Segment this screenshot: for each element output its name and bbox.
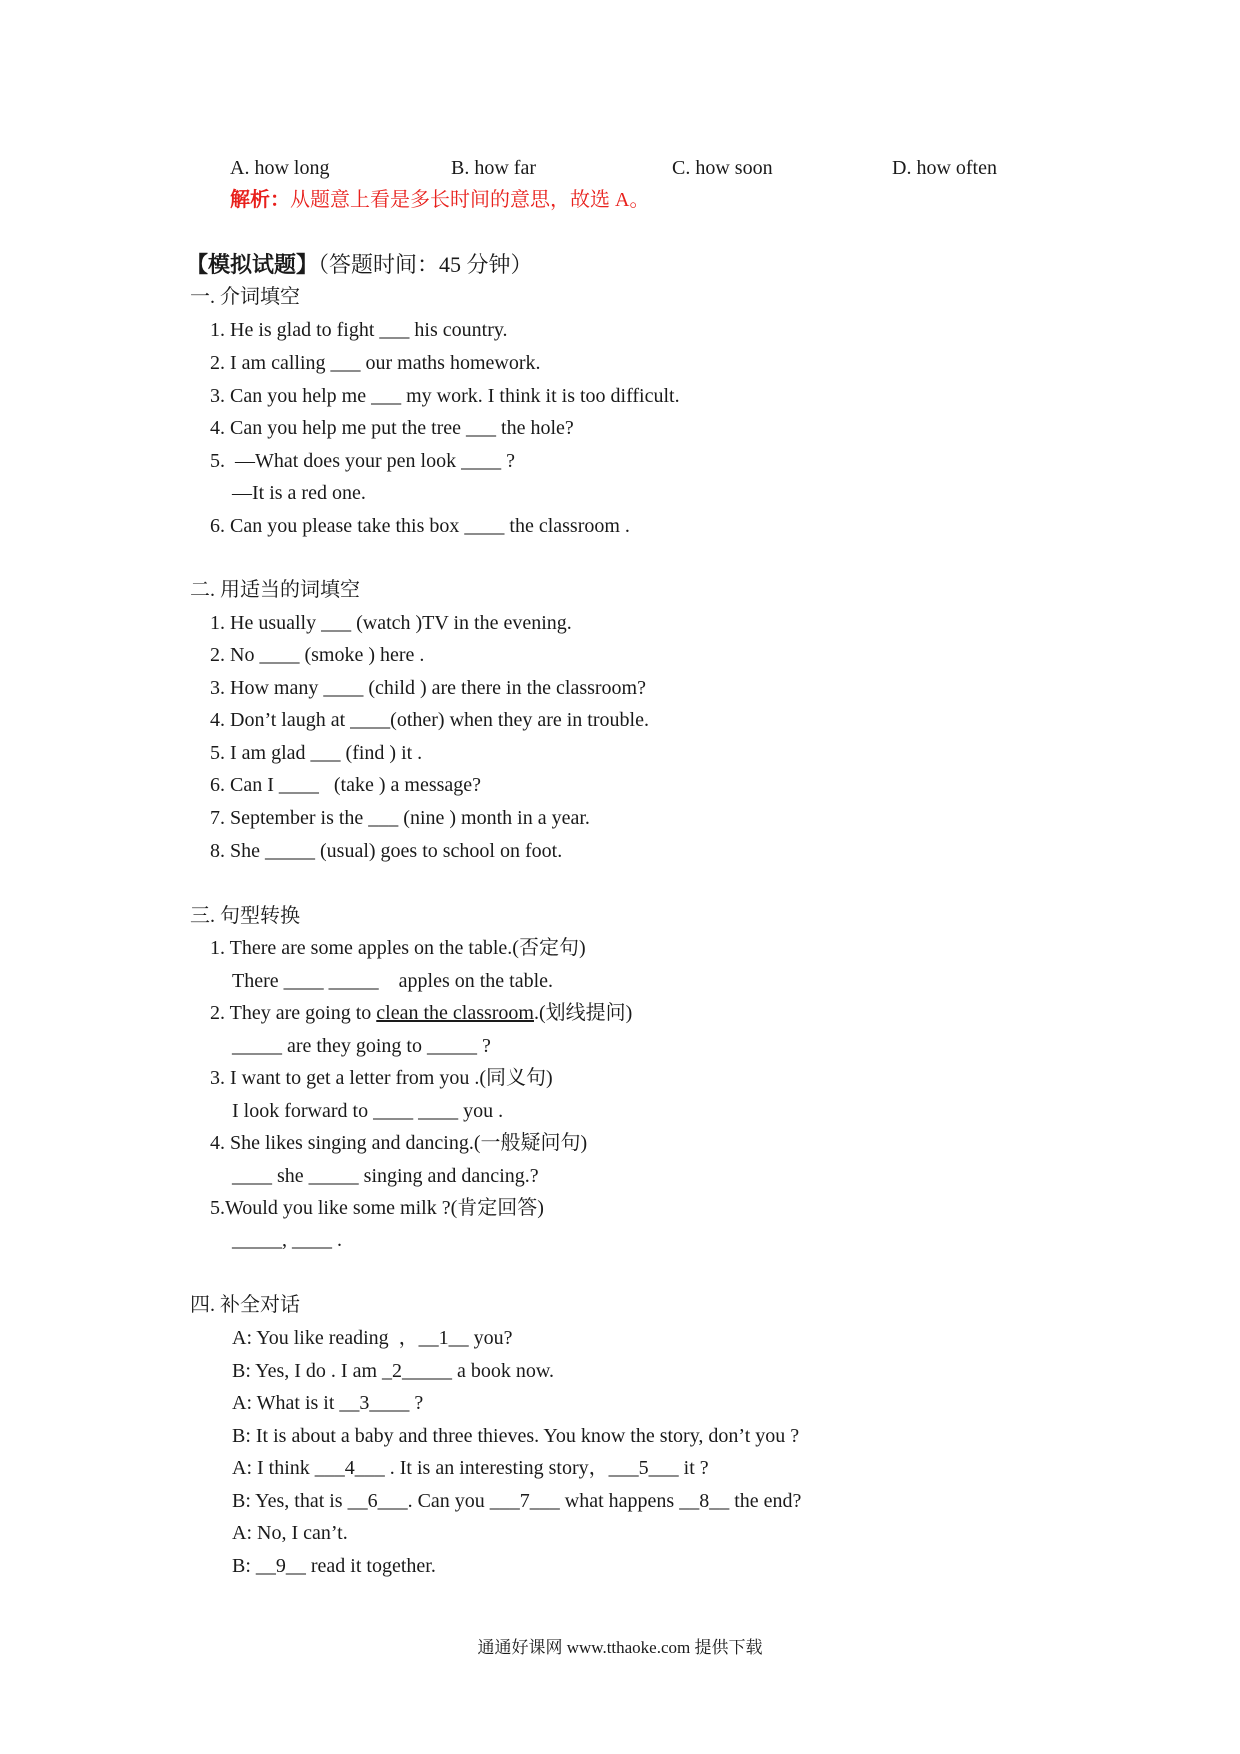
option-c: C. how soon [672,157,773,179]
section2-heading: 二. 用适当的词填空 [190,579,360,601]
section2-item: 8. She _____ (usual) goes to school on foot. [210,840,563,862]
dialogue-line: B: __9__ read it together. [232,1555,436,1577]
option-b: B. how far [451,157,536,179]
section1-heading: 一. 介词填空 [190,286,300,308]
section2-item: 2. No ____ (smoke ) here . [210,644,425,666]
section4-heading: 四. 补全对话 [190,1294,300,1316]
section1-item: 1. He is glad to fight ___ his country. [210,319,508,341]
mock-exam-time-note: （答题时间：45 分钟） [318,252,533,277]
section1-item: 2. I am calling ___ our maths homework. [210,352,541,374]
section3-answer: ____ she _____ singing and dancing.? [232,1165,539,1187]
dialogue-line: B: It is about a baby and three thieves. You know the story, don’t you ? [232,1425,800,1447]
section3-answer: I look forward to ____ ____ you . [232,1100,504,1122]
dialogue-line: B: Yes, that is __6___. Can you ___7___ what happens __8__ the end? [232,1490,802,1512]
section3-question: 1. There are some apples on the table.(否定句) [210,937,586,959]
analysis-label: 解析： [230,189,290,211]
section2-item: 7. September is the ___ (nine ) month in a year. [210,807,590,829]
mock-exam-title-line [186,250,533,280]
section3-answer: There ____ _____ apples on the table. [232,970,554,992]
dialogue-line: A: No, I can’t. [232,1522,348,1544]
section2-item: 4. Don’t laugh at ____(other) when they are in trouble. [210,709,649,731]
section3-answer: _____ are they going to _____ ? [232,1035,491,1057]
dialogue-line: B: Yes, I do . I am _2_____ a book now. [232,1360,555,1382]
section1-item: 4. Can you help me put the tree ___ the hole? [210,417,574,439]
section3-q2-prefix: 2. They are going to [210,1002,377,1024]
section3-question: 4. She likes singing and dancing.(一般疑问句) [210,1132,588,1154]
analysis-line [230,186,649,214]
option-a: A. how long [230,157,330,179]
dialogue-line: A: I think ___4___ . It is an interesting story，___5___ it ? [232,1457,709,1479]
section2-item: 5. I am glad ___ (find ) it . [210,742,423,764]
section2-item: 6. Can I ____ (take ) a message? [210,774,482,796]
analysis-text: 从题意上看是多长时间的意思，故选 A。 [290,189,650,211]
section3-q2-underlined: clean the classroom [376,1002,534,1024]
dialogue-line: A: You like reading ，__1__ you? [232,1327,513,1349]
section3-answer: _____, ____ . [232,1229,342,1251]
section1-item-answer: —It is a red one. [232,482,366,504]
section3-question: 5.Would you like some milk ?(肯定回答) [210,1197,544,1219]
section1-item: 3. Can you help me ___ my work. I think it is too difficult. [210,385,680,407]
section1-item: 5. —What does your pen look ____ ? [210,450,515,472]
section3-question: 3. I want to get a letter from you .(同义句) [210,1067,553,1089]
section1-item: 6. Can you please take this box ____ the classroom . [210,515,630,537]
section3-question [210,999,632,1027]
section3-heading: 三. 句型转换 [190,905,300,927]
option-d: D. how often [892,157,997,179]
mock-exam-title: 【模拟试题】 [186,252,319,277]
section2-item: 1. He usually ___ (watch )TV in the evening. [210,612,572,634]
page-footer: 通通好课网 www.tthaoke.com 提供下载 [477,1638,763,1657]
dialogue-line: A: What is it __3____ ? [232,1392,424,1414]
section3-q2-suffix: .(划线提问) [533,1002,633,1024]
section2-item: 3. How many ____ (child ) are there in the classroom? [210,677,646,699]
